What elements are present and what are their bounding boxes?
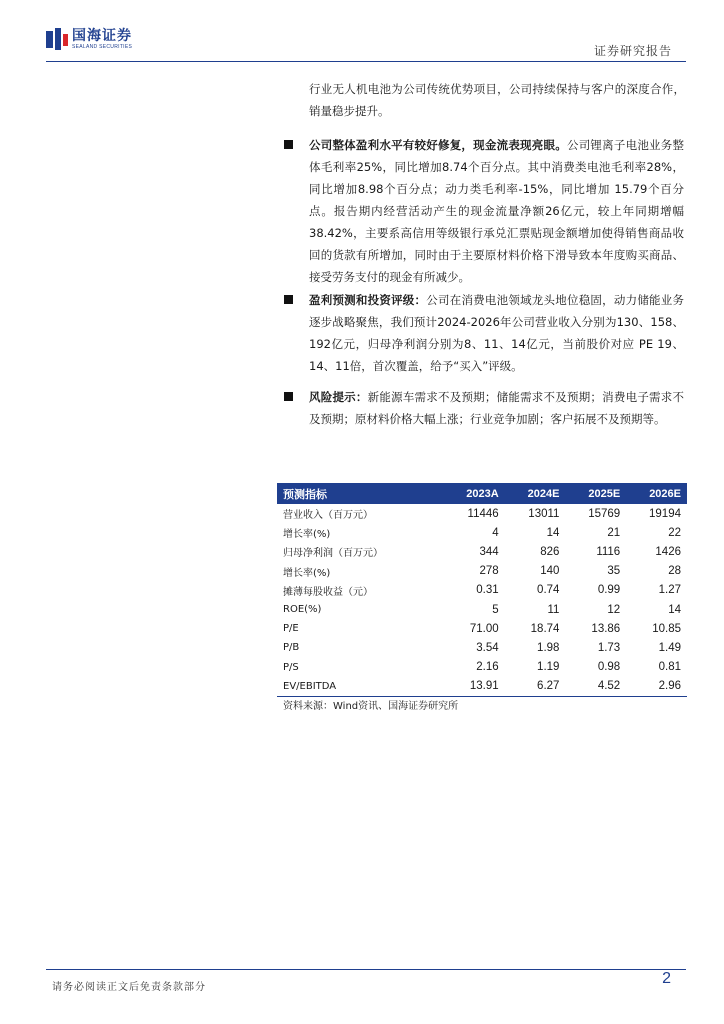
row-value: 1426 — [655, 545, 681, 558]
row-value: 22 — [668, 526, 681, 539]
forecast-table — [277, 483, 687, 697]
row-value: 13.91 — [443, 677, 505, 697]
row-label: 归母净利润（百万元） — [283, 548, 383, 560]
row-value: 19194 — [649, 507, 681, 520]
row-label: P/S — [283, 661, 299, 673]
row-value: 1.49 — [658, 641, 681, 654]
bullet-forecast-rating — [284, 289, 684, 377]
row-value: 21 — [607, 526, 621, 539]
row-value: 278 — [479, 565, 499, 578]
row-value: 1.98 — [537, 641, 560, 654]
page-number: 2 — [662, 970, 671, 987]
table-row — [277, 658, 687, 677]
row-value: 0.99 — [597, 584, 621, 597]
bullet-risk — [284, 386, 684, 430]
row-value: 15769 — [588, 507, 621, 520]
row-value: 2.96 — [626, 677, 687, 697]
row-value: 18.74 — [530, 622, 560, 635]
row-value: 28 — [668, 565, 681, 578]
row-value: 5 — [492, 603, 499, 616]
row-label: 增长率(%) — [283, 529, 331, 541]
row-value: 1116 — [596, 545, 621, 558]
table-row — [277, 523, 687, 542]
row-value: 14 — [668, 603, 681, 616]
company-logo — [46, 28, 132, 50]
row-value: 0.74 — [537, 584, 560, 597]
table-row — [277, 542, 687, 561]
table-row — [277, 581, 687, 600]
page-header — [0, 0, 724, 62]
row-value: 10.85 — [652, 622, 681, 635]
row-value: 13.86 — [591, 622, 621, 635]
bullet-title: 盈利预测和投资评级： — [309, 293, 427, 307]
footer-divider — [46, 969, 686, 970]
row-value: 4 — [492, 526, 499, 539]
row-value: 3.54 — [476, 641, 499, 654]
row-value: 35 — [607, 565, 621, 578]
row-label: P/E — [283, 623, 299, 635]
table-header-cell: 2026E — [626, 483, 687, 504]
bullet-body: 新能源车需求不及预期；储能需求不及预期；消费电子需求不及预期；原材料价格大幅上涨；行业竞争加剧；客户拓展不及预期等。 — [309, 390, 685, 426]
table-row — [277, 677, 687, 697]
row-value: 11 — [547, 603, 560, 616]
table-source: 资料来源：Wind资讯、国海证券研究所 — [283, 701, 459, 712]
row-value: 344 — [479, 545, 499, 558]
row-value: 1.19 — [537, 661, 560, 674]
bullet-body: 公司在消费电池领域龙头地位稳固，动力储能业务逐步战略聚焦，我们预计2024-2026年公司营业收入分别为130、158、192亿元，归母净利润分别为8、11、14亿元，当前股价对应 PE 19、14、11倍，首次覆盖，给予“买入”评级。 — [309, 293, 685, 373]
row-label: ROE(%) — [283, 604, 322, 616]
row-value: 11446 — [467, 507, 499, 520]
bullet-square-icon — [284, 295, 293, 304]
table-header-cell: 2025E — [565, 483, 626, 504]
table-row — [277, 619, 687, 638]
row-value: 140 — [540, 565, 560, 578]
row-value: 1.27 — [658, 584, 681, 597]
row-label: EV/EBITDA — [277, 677, 443, 697]
row-value: 14 — [546, 526, 560, 539]
row-value: 2.16 — [476, 661, 499, 674]
row-value: 1.73 — [597, 641, 621, 654]
header-divider — [46, 61, 686, 62]
row-value: 0.98 — [597, 661, 621, 674]
row-value: 12 — [607, 603, 621, 616]
logo-name-cn: 国海证券 — [72, 27, 132, 44]
table-row — [277, 504, 687, 523]
row-value: 0.81 — [658, 661, 681, 674]
table-header-cell: 2023A — [443, 483, 505, 504]
row-value: 6.27 — [505, 677, 566, 697]
bullet-title: 风险提示： — [309, 390, 368, 404]
table-row — [277, 638, 687, 657]
intro-continuation: 行业无人机电池为公司传统优势项目，公司持续保持与客户的深度合作，销量稳步提升。 — [309, 82, 685, 118]
report-type-label: 证券研究报告 — [593, 44, 672, 58]
row-value: 0.31 — [476, 584, 499, 597]
footer-disclaimer: 请务必阅读正文后免责条款部分 — [52, 982, 206, 993]
bullet-square-icon — [284, 140, 293, 149]
bullet-square-icon — [284, 392, 293, 401]
table-row — [277, 562, 687, 581]
row-label: 营业收入（百万元） — [283, 510, 373, 522]
bullet-title: 公司整体盈利水平有较好修复，现金流表现亮眼。 — [309, 138, 567, 152]
row-label: 增长率(%) — [283, 567, 331, 579]
table-header-cell: 2024E — [505, 483, 566, 504]
table-header-row — [277, 483, 687, 504]
row-label: 摊薄每股收益（元） — [283, 586, 373, 598]
logo-name-en: SEALAND SECURITIES — [72, 43, 133, 50]
row-value: 13011 — [528, 507, 560, 520]
row-label: P/B — [283, 642, 300, 654]
table-row — [277, 600, 687, 619]
table-header-cell: 预测指标 — [277, 483, 443, 504]
bullet-profitability — [284, 134, 684, 288]
logo-mark-icon — [46, 28, 68, 50]
row-value: 71.00 — [469, 622, 499, 635]
row-value: 826 — [540, 545, 560, 558]
row-value: 4.52 — [565, 677, 626, 697]
bullet-body: 公司锂离子电池业务整体毛利率25%，同比增加8.74个百分点。其中消费类电池毛利率28%，同比增加8.98个百分点；动力类毛利率-15%，同比增加 15.79个百分点。报告期内经营活动产生的现金流量净额26亿元，较上年同期增幅38.42%，主要系高信用等级银行承兑汇票贴现金额增加使得销售商品收回的货款有所增加，同时由于主要原材料价格下滑导致本年度购买商品、接受劳务支付的现金有所减少。 — [309, 138, 684, 284]
